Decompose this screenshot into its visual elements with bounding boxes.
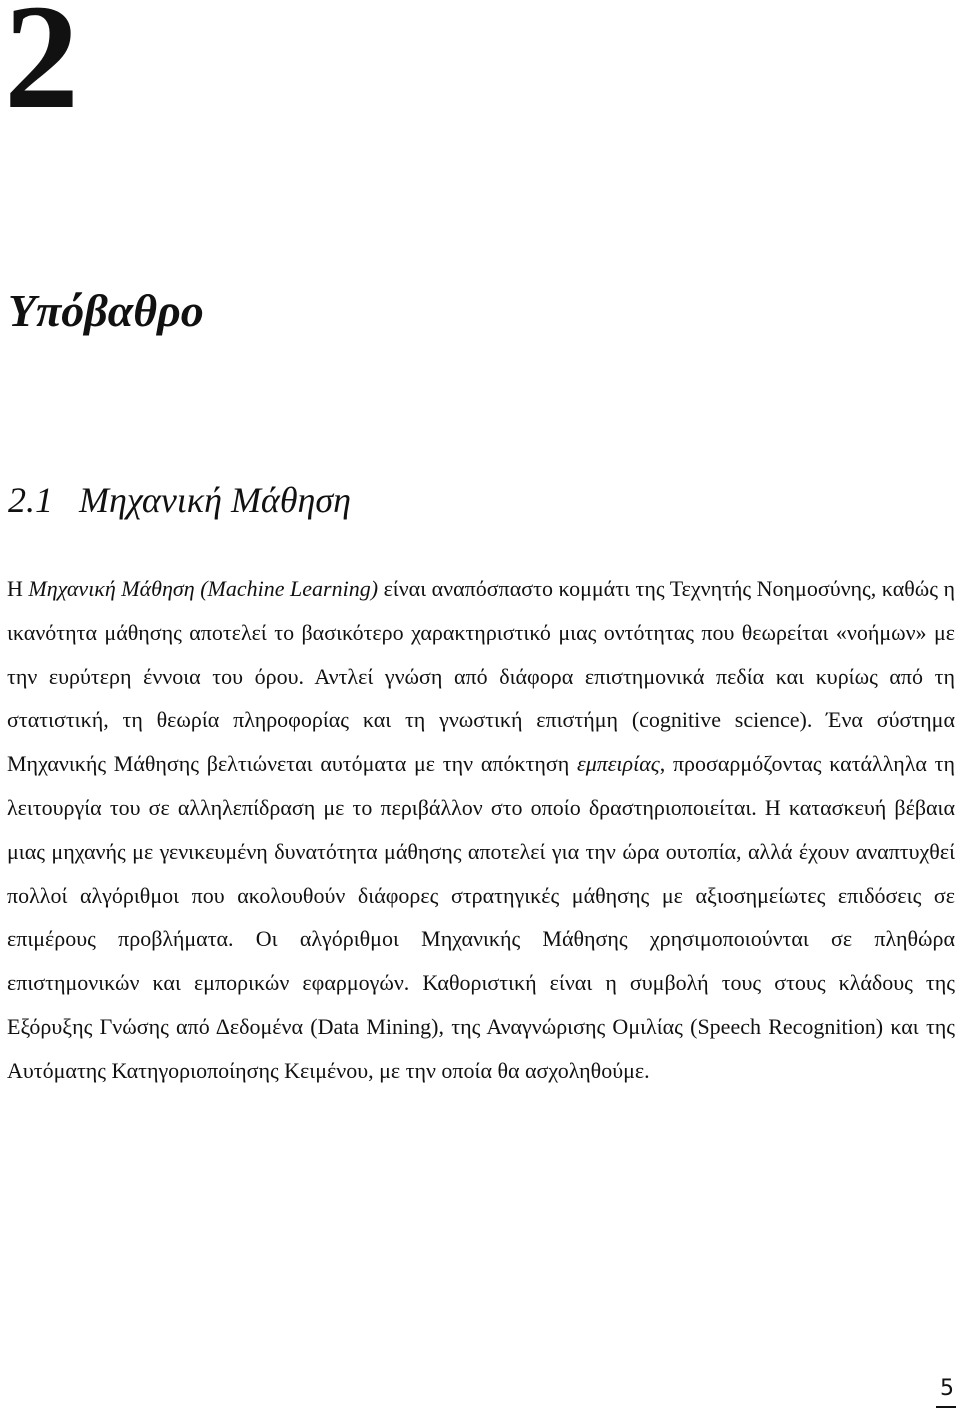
sentence-3-start: Ένα σύστημα Μηχανικής Μάθησης βελτιώνεται αυτόματα με την απόκτηση <box>7 707 955 777</box>
sentence-4: Η κατασκευή βέβαια μιας μηχανής με γενικευμένη δυνατότητα μάθησης αποτελεί για την ώρα ουτοπία, αλλά έχουν αναπτυχθεί πολλοί αλγόριθμοι που ακολουθούν διάφορες στρατηγικές μάθησης με αξιοσημείωτες επιδόσεις σε επιμέρους προβλήματα. <box>7 794 955 952</box>
chapter-title: Υπόβαθρο <box>8 285 204 336</box>
page-number: 5 <box>940 1376 954 1401</box>
chapter-number: 2 <box>4 0 79 140</box>
body-paragraph <box>7 567 955 1093</box>
sentence-1-start: Η <box>7 576 29 601</box>
section-title: Μηχανική Μάθηση <box>79 480 351 520</box>
sentence-3-rest: , προσαρμόζοντας κατάλληλα τη λειτουργία του σε αλληλεπίδραση με το περιβάλλον στο οποίο δραστηριοποιείται. <box>7 751 955 820</box>
term-experience: εμπειρίας <box>577 751 660 777</box>
term-machine-learning: Μηχανική Μάθηση (Machine Learning) <box>28 576 379 601</box>
section-heading <box>8 482 351 518</box>
sentence-2: Αντλεί γνώση από διάφορα επιστημονικά πεδία και κυρίως από τη στατιστική, τη θεωρία πληροφορίας και τη γνωστική επιστήμη (cognitive science). <box>7 663 955 733</box>
page-number-underline <box>936 1406 956 1408</box>
section-number: 2.1 <box>8 480 53 520</box>
sentence-5: Οι αλγόριθμοι Μηχανικής Μάθησης χρησιμοποιούνται σε πληθώρα επιστημονικών και εμπορικών εφαρμογών. <box>7 926 955 996</box>
sentence-1-rest: είναι αναπόσπαστο κομμάτι της Τεχνητής Νοημοσύνης, καθώς η ικανότητα μάθησης αποτελεί το βασικότερο χαρακτηριστικό μιας οντότητας που θεωρείται «νοήμων» με την ευρύτερη έννοια του όρου. <box>7 576 955 689</box>
sentence-6: Καθοριστική είναι η συμβολή τους στους κλάδους της Εξόρυξης Γνώσης από Δεδομένα (Data Mining), της Αναγνώρισης Ομιλίας (Speech Recognition) και της Αυτόματης Κατηγοριοποίησης Κειμένου, με την οποία θα ασχοληθούμε. <box>7 970 955 1083</box>
